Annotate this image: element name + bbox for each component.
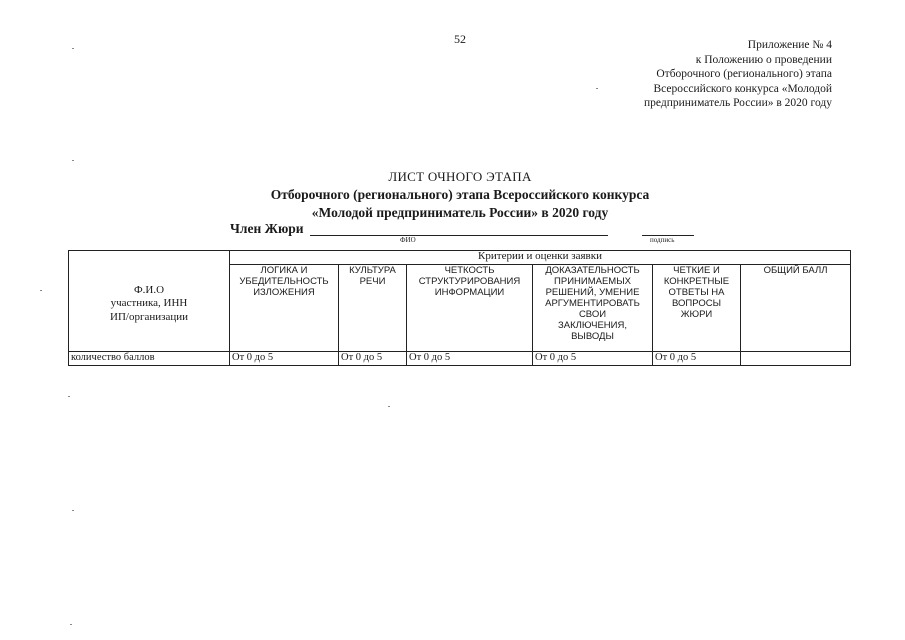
criterion-line: ЗАКЛЮЧЕНИЯ, xyxy=(558,320,627,331)
score-row xyxy=(69,352,851,366)
appendix-line: Отборочного (регионального) этапа xyxy=(656,68,832,80)
criterion-line: ПРИНИМАЕМЫХ xyxy=(554,276,631,287)
appendix-line: предприниматель России» в 2020 году xyxy=(644,97,832,109)
scan-speck xyxy=(72,160,74,161)
criterion-line: КУЛЬТУРА xyxy=(349,265,396,276)
criterion-line: ЛОГИКА И xyxy=(260,265,308,276)
criterion-line: КОНКРЕТНЫЕ xyxy=(663,276,730,287)
criteria-header: Критерии и оценки заявки xyxy=(230,251,851,265)
criterion-line: ИЗЛОЖЕНИЯ xyxy=(253,287,315,298)
criterion-line: ВОПРОСЫ xyxy=(671,298,722,309)
title-line-3: «Молодой предприниматель России» в 2020 году xyxy=(311,205,609,220)
criterion-line: РЕШЕНИЙ, УМЕНИЕ xyxy=(545,287,640,298)
criterion-logic xyxy=(230,265,339,352)
criterion-line: РЕЧИ xyxy=(359,276,386,287)
criterion-line: ОБЩИЙ БАЛЛ xyxy=(763,265,828,276)
scan-speck xyxy=(68,396,70,397)
signature-caption: подпись xyxy=(650,236,675,244)
table-header-row xyxy=(69,251,851,265)
header-line: ИП/организации xyxy=(110,310,188,323)
evaluation-table xyxy=(68,250,851,366)
criterion-evidence xyxy=(533,265,653,352)
criterion-line: СТРУКТУРИРОВАНИЯ xyxy=(418,276,521,287)
scan-speck xyxy=(72,48,74,49)
criterion-line: ЧЕТКОСТЬ xyxy=(444,265,495,276)
criterion-line: ЖЮРИ xyxy=(680,309,713,320)
score-cell xyxy=(741,352,851,366)
criterion-line: ВЫВОДЫ xyxy=(571,331,614,342)
criterion-line: УБЕДИТЕЛЬНОСТЬ xyxy=(239,276,329,287)
scan-speck xyxy=(388,406,390,407)
appendix-line: Всероссийского конкурса «Молодой xyxy=(653,82,832,95)
scan-speck xyxy=(40,290,42,291)
page-number: 52 xyxy=(454,32,466,46)
scan-speck xyxy=(72,510,74,511)
score-cell: От 0 до 5 xyxy=(339,352,407,366)
appendix-line: к Положению о проведении xyxy=(695,53,832,66)
criterion-answers xyxy=(653,265,741,352)
document-title xyxy=(150,168,770,222)
criterion-speech xyxy=(339,265,407,352)
criterion-line: ЧЕТКИЕ И xyxy=(673,265,720,276)
participant-name-header xyxy=(69,251,230,352)
appendix-line: Приложение № 4 xyxy=(747,39,832,51)
scan-speck xyxy=(70,624,72,625)
header-line: участника, ИНН xyxy=(110,297,188,310)
criterion-line: ИНФОРМАЦИИ xyxy=(434,287,505,298)
score-cell: От 0 до 5 xyxy=(533,352,653,366)
criterion-line: АРГУМЕНТИРОВАТЬ xyxy=(545,298,640,309)
header-line: Ф.И.О xyxy=(133,283,165,296)
jury-label: Член Жюри xyxy=(230,221,304,236)
jury-fio-line xyxy=(310,235,608,236)
score-cell: От 0 до 5 xyxy=(407,352,533,366)
title-line-1: ЛИСТ ОЧНОГО ЭТАПА xyxy=(388,169,532,184)
criterion-line: ОТВЕТЫ НА xyxy=(668,287,725,298)
score-label: количество баллов xyxy=(69,352,230,366)
scan-speck xyxy=(596,88,598,89)
score-cell: От 0 до 5 xyxy=(230,352,339,366)
criterion-total xyxy=(741,265,851,352)
title-line-2: Отборочного (регионального) этапа Всероссийского конкурса xyxy=(270,187,650,202)
score-cell: От 0 до 5 xyxy=(653,352,741,366)
appendix-note xyxy=(560,38,832,111)
fio-caption: ФИО xyxy=(400,236,416,244)
criterion-line: СВОИ xyxy=(578,309,607,320)
criterion-line: ДОКАЗАТЕЛЬНОСТЬ xyxy=(545,265,640,276)
jury-member-row xyxy=(230,221,700,245)
criterion-structure xyxy=(407,265,533,352)
